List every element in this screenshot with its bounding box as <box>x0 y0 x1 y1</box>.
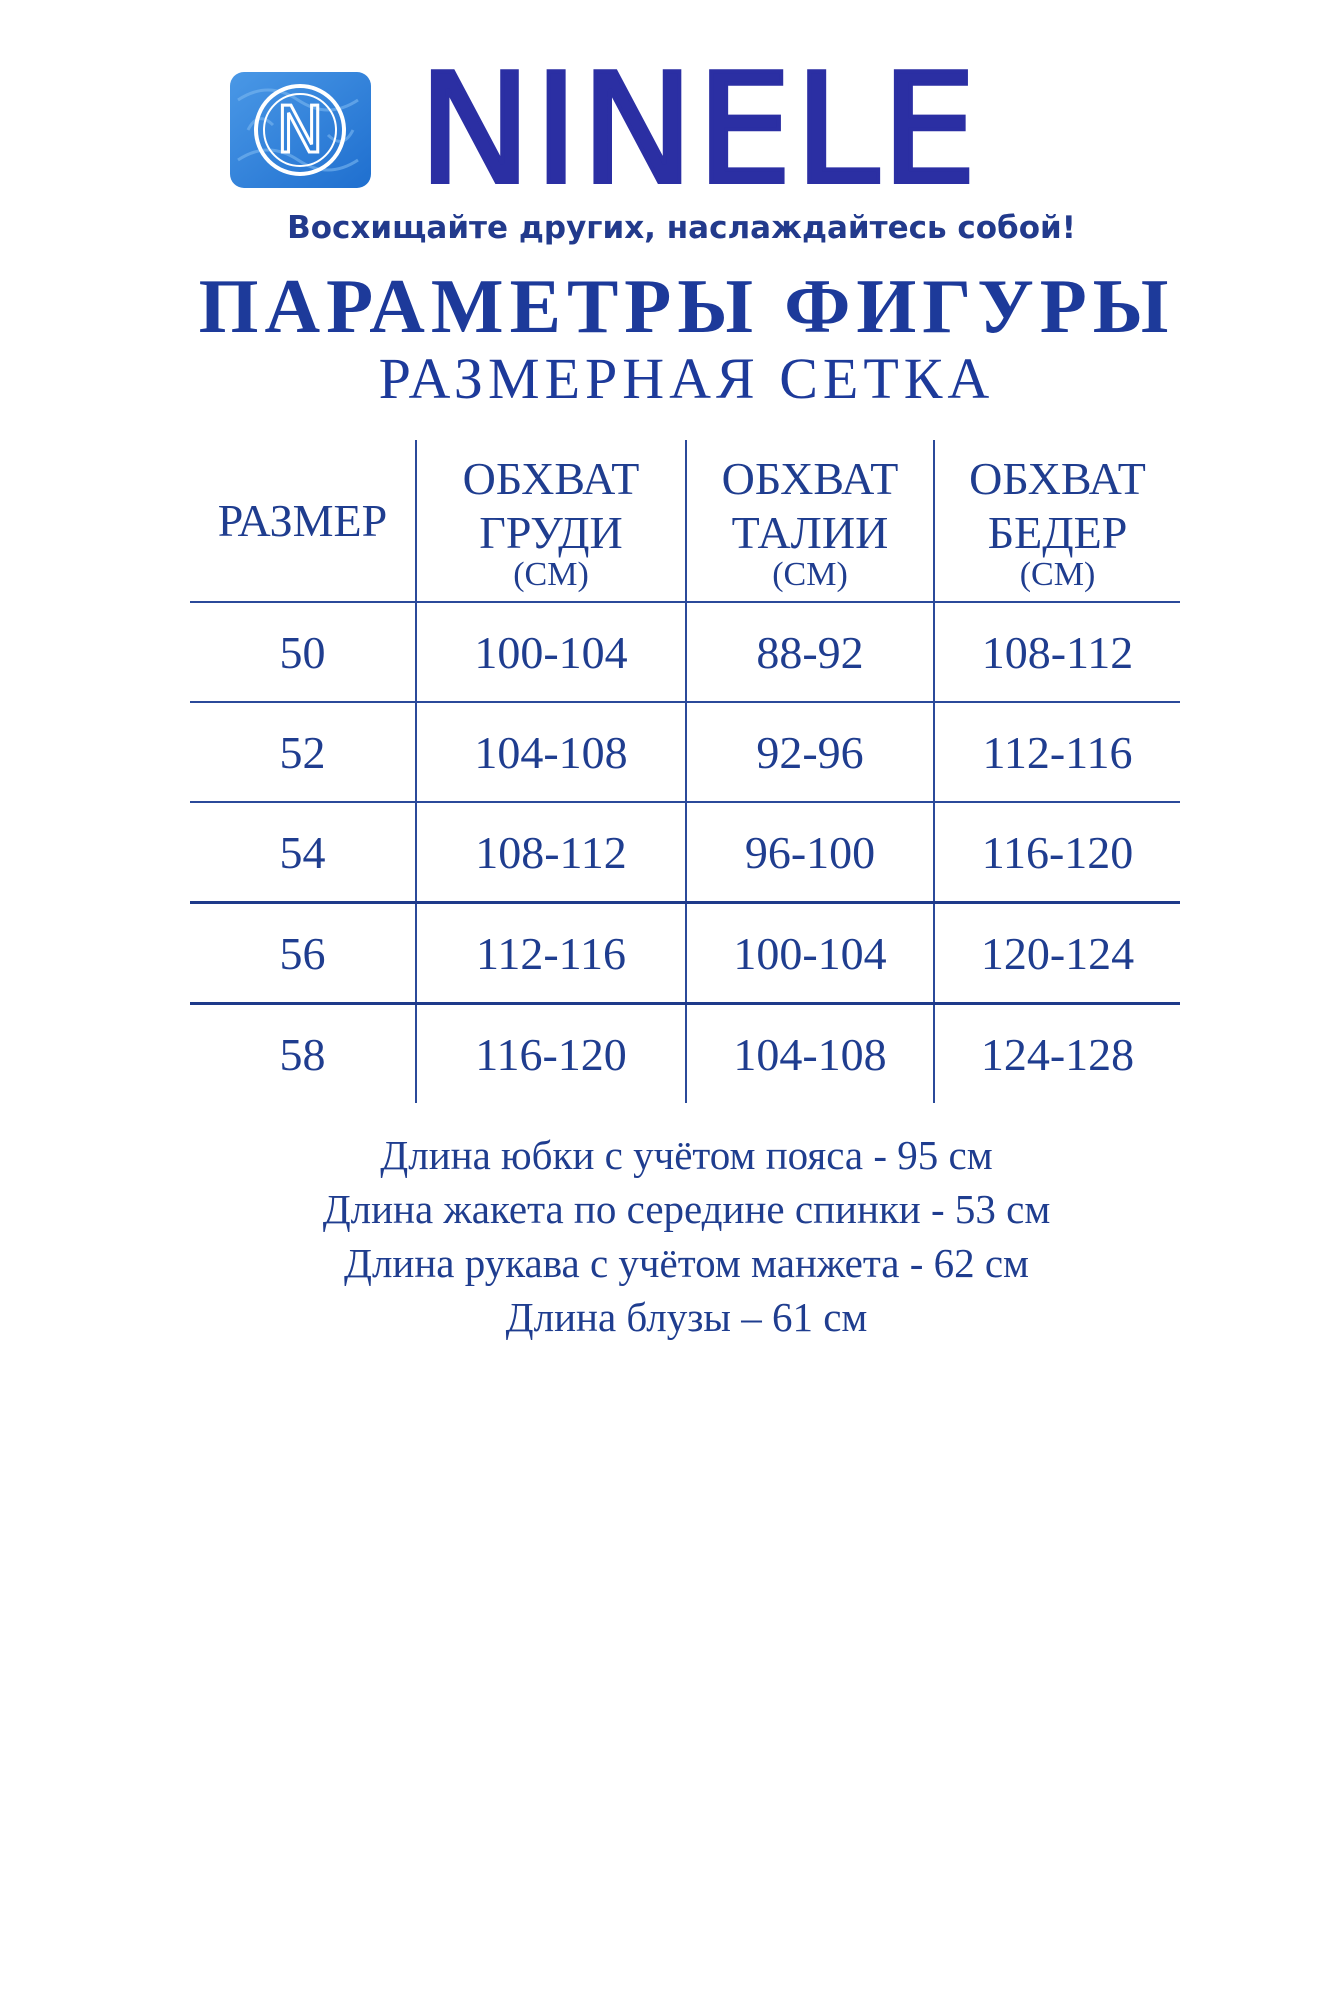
brand-name: NINELE <box>418 41 979 218</box>
cell-waist: 88-92 <box>686 602 934 702</box>
table-row <box>190 702 1180 802</box>
cell-hips: 124-128 <box>934 1004 1180 1104</box>
header-chest-unit: (СМ) <box>513 555 589 593</box>
page-subtitle: РАЗМЕРНАЯ СЕТКА <box>378 346 995 411</box>
note-jacket-length: Длина жакета по середине спинки - 53 см <box>322 1186 1051 1232</box>
garment-measurements <box>0 1128 1333 1344</box>
note-skirt-length: Длина юбки с учётом пояса - 95 см <box>380 1132 993 1178</box>
cell-waist: 96-100 <box>686 802 934 903</box>
note-blouse-length: Длина блузы – 61 см <box>505 1294 868 1340</box>
header-waist-unit: (СМ) <box>772 555 848 593</box>
cell-waist: 92-96 <box>686 702 934 802</box>
cell-waist: 104-108 <box>686 1004 934 1104</box>
cell-size: 58 <box>279 1028 326 1080</box>
cell-chest: 104-108 <box>416 702 686 802</box>
header-size-label: РАЗМЕР <box>217 494 388 546</box>
size-table <box>190 440 1180 1103</box>
table-row <box>190 802 1180 903</box>
cell-size: 56 <box>190 903 416 1004</box>
cell-size: 52 <box>190 702 416 802</box>
cell-chest: 112-116 <box>416 903 686 1004</box>
cell-waist: 100-104 <box>686 903 934 1004</box>
table-row <box>190 903 1180 1004</box>
table-row <box>190 1004 1180 1104</box>
cell-size: 54 <box>190 802 416 903</box>
header-chest-line2: ГРУДИ <box>479 506 623 558</box>
cell-size: 50 <box>190 602 416 702</box>
header-waist-line2: ТАЛИИ <box>731 506 889 558</box>
cell-chest: 100-104 <box>416 602 686 702</box>
header-hips <box>934 440 1180 602</box>
brand-header <box>228 41 1148 218</box>
cell-hips: 116-120 <box>934 802 1180 903</box>
header-waist <box>686 440 934 602</box>
header-hips-line2: БЕДЕР <box>987 506 1128 558</box>
table-header-row <box>190 440 1180 602</box>
cell-hips: 108-112 <box>934 602 1180 702</box>
table-row <box>190 602 1180 702</box>
header-chest <box>416 440 686 602</box>
cell-hips: 120-124 <box>934 903 1180 1004</box>
note-sleeve-length: Длина рукава с учётом манжета - 62 см <box>344 1240 1029 1286</box>
page-title: ПАРАМЕТРЫ ФИГУРЫ <box>198 263 1175 349</box>
header-size <box>190 440 416 602</box>
header-hips-unit: (СМ) <box>1019 555 1096 593</box>
header-chest-line1: ОБХВАТ <box>462 452 640 504</box>
header-hips-line1: ОБХВАТ <box>969 452 1146 504</box>
brand-tagline: Восхищайте других, наслаждайтесь собой! <box>287 210 1076 246</box>
cell-chest: 108-112 <box>416 802 686 903</box>
brand-logo-icon <box>228 70 373 190</box>
logo-letter: N <box>276 94 324 168</box>
header-waist-line1: ОБХВАТ <box>721 452 899 504</box>
cell-chest: 116-120 <box>416 1004 686 1104</box>
cell-hips: 112-116 <box>934 702 1180 802</box>
